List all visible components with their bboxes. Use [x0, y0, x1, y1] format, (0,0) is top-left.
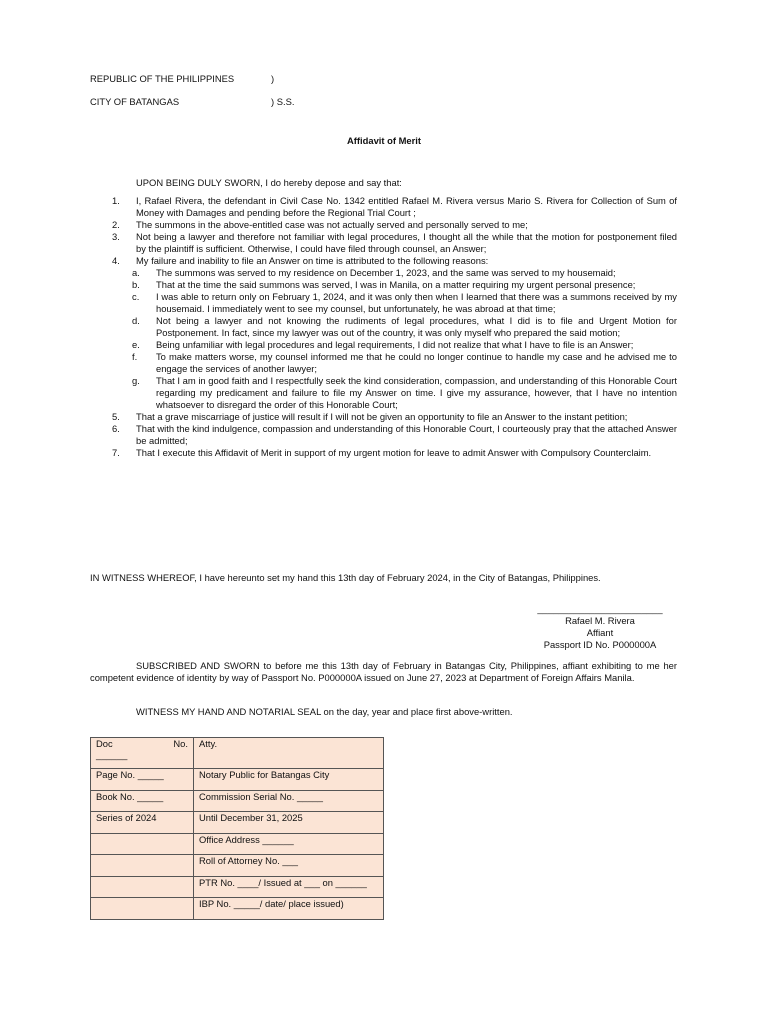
- list-item-3: 3. Not being a lawyer and therefore not familiar with legal procedures, I thought all the while that the motion for postponement filed by the plaintiff is sufficient. Otherwise, I could have filed through counsel, an Answer;: [112, 231, 677, 254]
- office-address-cell: Office Address ______: [194, 833, 384, 855]
- table-row: [91, 812, 384, 834]
- jurat-paragraph: SUBSCRIBED AND SWORN to before me this 13th day of February in Batangas City, Philippines, affiant exhibiting to me her competent evidence of identity by way of Passport No. P000000A issued on June 27, 2023 at Department of Foreign Affairs Manila.: [90, 660, 677, 683]
- table-row: [91, 833, 384, 855]
- list-item-2: 2. The summons in the above-entitled case was not actually served and personally served to me;: [112, 219, 528, 230]
- notary-public-cell: Notary Public for Batangas City: [194, 769, 384, 791]
- table-row: [91, 769, 384, 791]
- table-row: [91, 876, 384, 898]
- affiant-passport: Passport ID No. P000000A: [543, 639, 657, 650]
- empty-cell: [91, 898, 194, 920]
- affiant-role: Affiant: [586, 627, 614, 638]
- notarial-clause: WITNESS MY HAND AND NOTARIAL SEAL on the day, year and place first above-written.: [136, 706, 513, 717]
- sublist-item-f: f. To make matters worse, my counsel informed me that he could no longer continue to handle my case and he advised me to engage the services of another lawyer;: [132, 351, 677, 374]
- list-item-1: 1. I, Rafael Rivera, the defendant in Civil Case No. 1342 entitled Rafael M. Rivera versus Mario S. Rivera for Collection of Sum of Money with Damages and pending before the Regional Trial Court ;: [112, 195, 677, 218]
- table-row: [91, 898, 384, 920]
- deposition-list: [112, 195, 677, 459]
- ptr-cell: PTR No. ____/ Issued at ___ on ______: [194, 876, 384, 898]
- affiant-name: Rafael M. Rivera: [565, 615, 635, 626]
- atty-cell: Atty.: [194, 738, 384, 769]
- list-item-7: 7. That I execute this Affidavit of Merit in support of my urgent motion for leave to admit Answer with Compulsory Counterclaim.: [112, 447, 652, 458]
- table-row: [91, 738, 384, 769]
- affiant-signature-block: [520, 603, 680, 651]
- notary-details-table: [90, 737, 384, 920]
- signature-line: ________________________: [537, 603, 663, 614]
- sublist-item-c: c. I was able to return only on February 1, 2024, and it was only then when I learned that there was a summons received by my housemaid. I immediately went to see my counsel, but unfortunately, he was abroad at that time;: [132, 291, 677, 314]
- roll-attorney-cell: Roll of Attorney No. ___: [194, 855, 384, 877]
- sublist-item-d: d. Not being a lawyer and not knowing the rudiments of legal procedures, what I did is to file and Urgent Motion for Postponement. In fact, since my lawyer was out of the country, it was only myself who prepared the said motion;: [132, 315, 677, 338]
- document-title: Affidavit of Merit: [347, 135, 421, 146]
- ibp-cell: IBP No. _____/ date/ place issued): [194, 898, 384, 920]
- sublist-item-g: g. That I am in good faith and I respectfully seek the kind consideration, compassion, and understanding of this Honorable Court regarding my predicament and failure to file my Answer on time. I give my assurance, however, that I have no intention whatsoever to disregard the order of this Honorable Court;: [132, 375, 677, 410]
- sublist-item-a: a. The summons was served to my residence on December 1, 2023, and the same was served to my housemaid;: [132, 267, 616, 278]
- sublist-item-b: b. That at the time the said summons was served, I was in Manila, on a matter requiring my urgent personal presence;: [132, 279, 636, 290]
- venue-republic-label: REPUBLIC OF THE PHILIPPINES: [90, 73, 235, 84]
- empty-cell: [91, 876, 194, 898]
- until-cell: Until December 31, 2025: [194, 812, 384, 834]
- page-number-cell: Page No. _____: [91, 769, 194, 791]
- list-item-4: 4. My failure and inability to file an Answer on time is attributed to the following reasons:: [112, 255, 489, 266]
- venue-republic-mark: ): [271, 73, 275, 84]
- commission-cell: Commission Serial No. _____: [194, 790, 384, 812]
- table-row: [91, 855, 384, 877]
- venue-line-city: [90, 96, 294, 108]
- intro-paragraph: UPON BEING DULY SWORN, I do hereby depose and say that:: [136, 177, 402, 188]
- empty-cell: [91, 833, 194, 855]
- doc-number-cell: Doc No. ______: [91, 738, 194, 769]
- empty-cell: [91, 855, 194, 877]
- venue-city-label: CITY OF BATANGAS: [90, 96, 180, 107]
- book-number-cell: Book No. _____: [91, 790, 194, 812]
- reasons-sublist: [132, 267, 677, 411]
- witness-clause: IN WITNESS WHEREOF, I have hereunto set my hand this 13th day of February 2024, in the City of Batangas, Philippines.: [90, 572, 601, 583]
- table-row: [91, 790, 384, 812]
- list-item-6: 6. That with the kind indulgence, compassion and understanding of this Honorable Court, I courteously pray that the attached Answer be admitted;: [112, 423, 677, 446]
- list-item-5: 5. That a grave miscarriage of justice will result if I will not be given an opportunity to file an Answer to the instant petition;: [112, 411, 628, 422]
- series-cell: Series of 2024: [91, 812, 194, 834]
- venue-line-republic: [90, 73, 274, 85]
- venue-city-mark: ) S.S.: [271, 96, 295, 107]
- sublist-item-e: e. Being unfamiliar with legal procedures and legal requirements, I did not realize that what I have to file is an Answer;: [132, 339, 634, 350]
